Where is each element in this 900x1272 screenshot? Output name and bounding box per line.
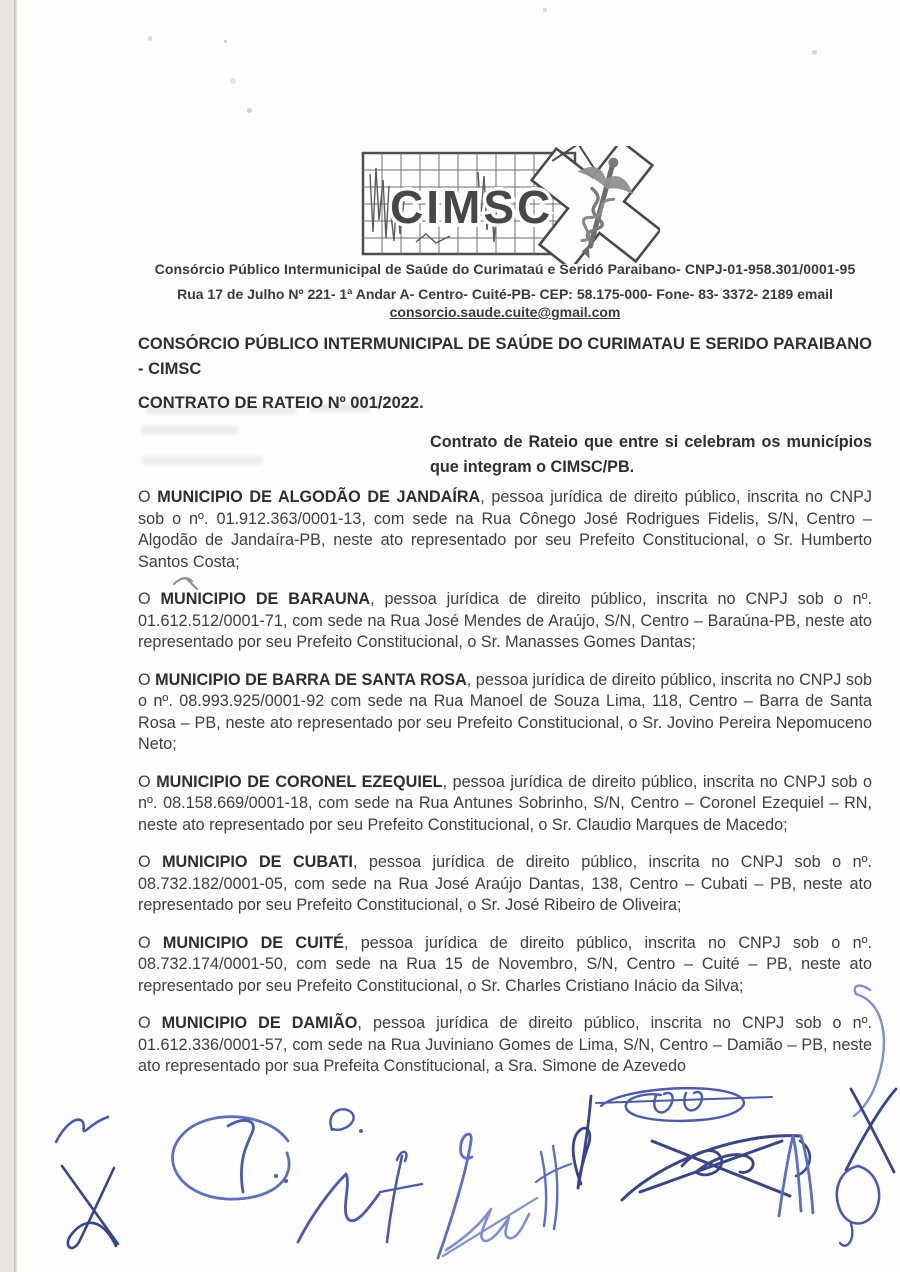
signature-stroke: [536, 1164, 571, 1182]
signature-stroke: [682, 1151, 753, 1175]
scan-paper-edge: [0, 0, 14, 1272]
signature-stroke: [779, 1136, 801, 1216]
signature-stroke: [851, 1089, 894, 1172]
municipality-name: MUNICIPIO DE CUITÉ: [162, 933, 344, 952]
municipality-name: MUNICIPIO DE CUBATI: [162, 853, 353, 871]
signature-stroke: [298, 1174, 379, 1242]
signature-stroke: [387, 1156, 402, 1242]
signature-stroke: [397, 1152, 406, 1161]
signature-stroke: [553, 1146, 557, 1229]
signature-dot: [284, 1179, 288, 1183]
scan-paper-edge-line: [14, 0, 17, 1272]
signature-stroke: [173, 1117, 290, 1199]
signature-stroke: [446, 1209, 529, 1250]
municipality-paragraph: [138, 670, 872, 756]
signature-stroke: [380, 1184, 422, 1192]
paragraph-intro: O: [138, 933, 163, 952]
municipality-name: MUNICIPIO DE CORONEL EZEQUIEL: [156, 772, 443, 791]
municipality-name: MUNICIPIO DE ALGODÃO DE JANDAÍRA: [157, 488, 481, 506]
paragraph-body: , pessoa jurídica de direito público, inscrita no CNPJ sob o nº. 08.993.925/0001-92 com sede na Rua Manoel de Souza Lima, 118, Centro – Barra de Santa Rosa – PB, neste ato representado por seu Prefeito Constitucional, o Sr. Jovino Pereira Nepomuceno Neto;: [138, 670, 872, 753]
scan-speck: [230, 78, 236, 84]
scan-speck: [224, 40, 227, 43]
signature-dot: [274, 1174, 278, 1178]
paragraph-intro: O: [138, 853, 163, 871]
signature-stroke: [62, 1166, 118, 1244]
letterhead-org-line: Consórcio Público Intermunicipal de Saúde do Curimataú e Seridó Paraibano- CNPJ-01-958.301/0001-95: [154, 261, 856, 277]
paragraph-intro: O: [138, 670, 156, 689]
subject-clause: Contrato de Rateio que entre si celebram os municípios que integram o CIMSC/PB.: [430, 433, 872, 476]
municipality-name: MUNICIPIO DE BARAUNA: [160, 590, 371, 608]
cimsc-logo-text: CIMSC: [390, 181, 554, 233]
signature-stroke: [622, 1136, 801, 1200]
signature-stroke: [68, 1168, 116, 1248]
municipality-paragraph: [138, 772, 872, 837]
signature-stroke: [578, 1096, 591, 1188]
signature-stroke: [596, 1097, 772, 1103]
municipality-name: MUNICIPIO DE BARRA DE SANTA ROSA: [155, 670, 467, 689]
scan-speck: [247, 108, 252, 113]
paragraph-intro: O: [138, 590, 161, 608]
municipality-paragraph: [138, 487, 872, 573]
document-title: CONSÓRCIO PÚBLICO INTERMUNICIPAL DE SAÚDE DO CURIMATAU E SERIDO PARAIBANO - CIMSC: [138, 335, 872, 378]
signature-stroke: [837, 1166, 879, 1224]
paragraph-body: , pessoa jurídica de direito público, inscrita no CNPJ sob o nº. 01.612.336/0001-57, com sede na Rua Juviniano Gomes de Lima, S/N, Centro – Damião – PB, neste ato representado por sua Prefeita Constitucional, a Sra. Simone de Azevedo: [138, 1014, 873, 1075]
signature-stroke: [846, 1089, 896, 1170]
signature-stroke: [541, 1152, 546, 1226]
scan-speck: [543, 8, 547, 12]
ghost-bleed-text: [142, 426, 238, 434]
signature-stroke: [330, 1109, 353, 1130]
letterhead-email: [110, 304, 900, 320]
signature-stroke: [796, 1141, 810, 1176]
municipality-name: MUNICIPIO DE DAMIÃO: [161, 1014, 358, 1032]
signature-stroke: [801, 1136, 813, 1213]
signature-stroke: [56, 1117, 108, 1142]
paragraph-body: , pessoa jurídica de direito público, inscrita no CNPJ sob o nº. 01.912.363/0001-13, com sede na Rua Cônego José Rodrigues Fidelis, S/N, Centro – Algodão de Jandaíra-PB, neste ato representado por seu Prefeito Constitucional, o Sr. Humberto Santos Costa;: [138, 488, 872, 571]
paragraph-intro: O: [138, 1014, 162, 1032]
signature-stroke: [654, 1093, 672, 1113]
signature-stroke: [640, 1141, 782, 1192]
signature-stroke: [443, 1198, 537, 1256]
scan-speck: [148, 36, 152, 41]
municipality-paragraph: [138, 1013, 872, 1078]
paragraph-intro: O: [138, 772, 157, 791]
paragraph-body: , pessoa jurídica de direito público, inscrita no CNPJ sob o nº. 01.612.512/0001-71, com sede na Rua José Mendes de Araújo, S/N, Centro – Baraúna-PB, neste ato representado por seu Prefeito Constitucional, o Sr. Manasses Gomes Dantas;: [138, 590, 873, 651]
scan-speck: [812, 50, 817, 55]
paragraph-body: , pessoa jurídica de direito público, inscrita no CNPJ sob o nº. 08.158.669/0001-18, com sede na Rua Antunes Sobrinho, S/N, Centro – Coronel Ezequiel – RN, neste ato representado por seu Prefeito Constitucional, o Sr. Claudio Marques de Macedo;: [138, 772, 872, 834]
signature-dot: [359, 1129, 363, 1133]
cimsc-logo: [360, 146, 660, 264]
signature-stroke: [840, 1224, 852, 1246]
signature-stroke: [228, 1120, 253, 1192]
email-text: consorcio.saude.cuite@gmail.com: [389, 304, 621, 320]
paragraph-body: , pessoa jurídica de direito público, inscrita no CNPJ sob o nº. 08.732.182/0001-05, com sede na Rua José Araújo Dantas, 138, Centro – Cubati – PB, neste ato representado por seu Prefeito Constitucional, o Sr. José Ribeiro de Oliveira;: [138, 853, 872, 914]
letterhead-address-line: Rua 17 de Julho Nº 221- 1ª Andar A- Centro- Cuité-PB- CEP: 58.175-000- Fone- 83- 3372- 2189 email: [177, 286, 833, 302]
municipality-paragraph: [138, 933, 872, 998]
paragraph-intro: O: [138, 488, 158, 506]
signature-stroke: [652, 1141, 790, 1196]
municipality-paragraph: [138, 589, 872, 654]
signature-stroke: [684, 1092, 702, 1110]
ghost-bleed-text: [142, 456, 262, 465]
paragraph-body: , pessoa jurídica de direito público, inscrita no CNPJ sob o nº. 08.732.174/0001-50, com sede na Rua 15 de Novembro, S/N, Centro – Cuité – PB, neste ato representado por seu Prefeito Constitucional, o Sr. Charles Cristiano Inácio da Silva;: [138, 933, 873, 995]
signature-stroke: [573, 1128, 590, 1188]
contract-number: CONTRATO DE RATEIO Nº 001/2022.: [138, 394, 424, 412]
municipality-paragraph: [138, 852, 872, 917]
signature-stroke: [438, 1134, 472, 1258]
paragraphs: [138, 487, 872, 1094]
